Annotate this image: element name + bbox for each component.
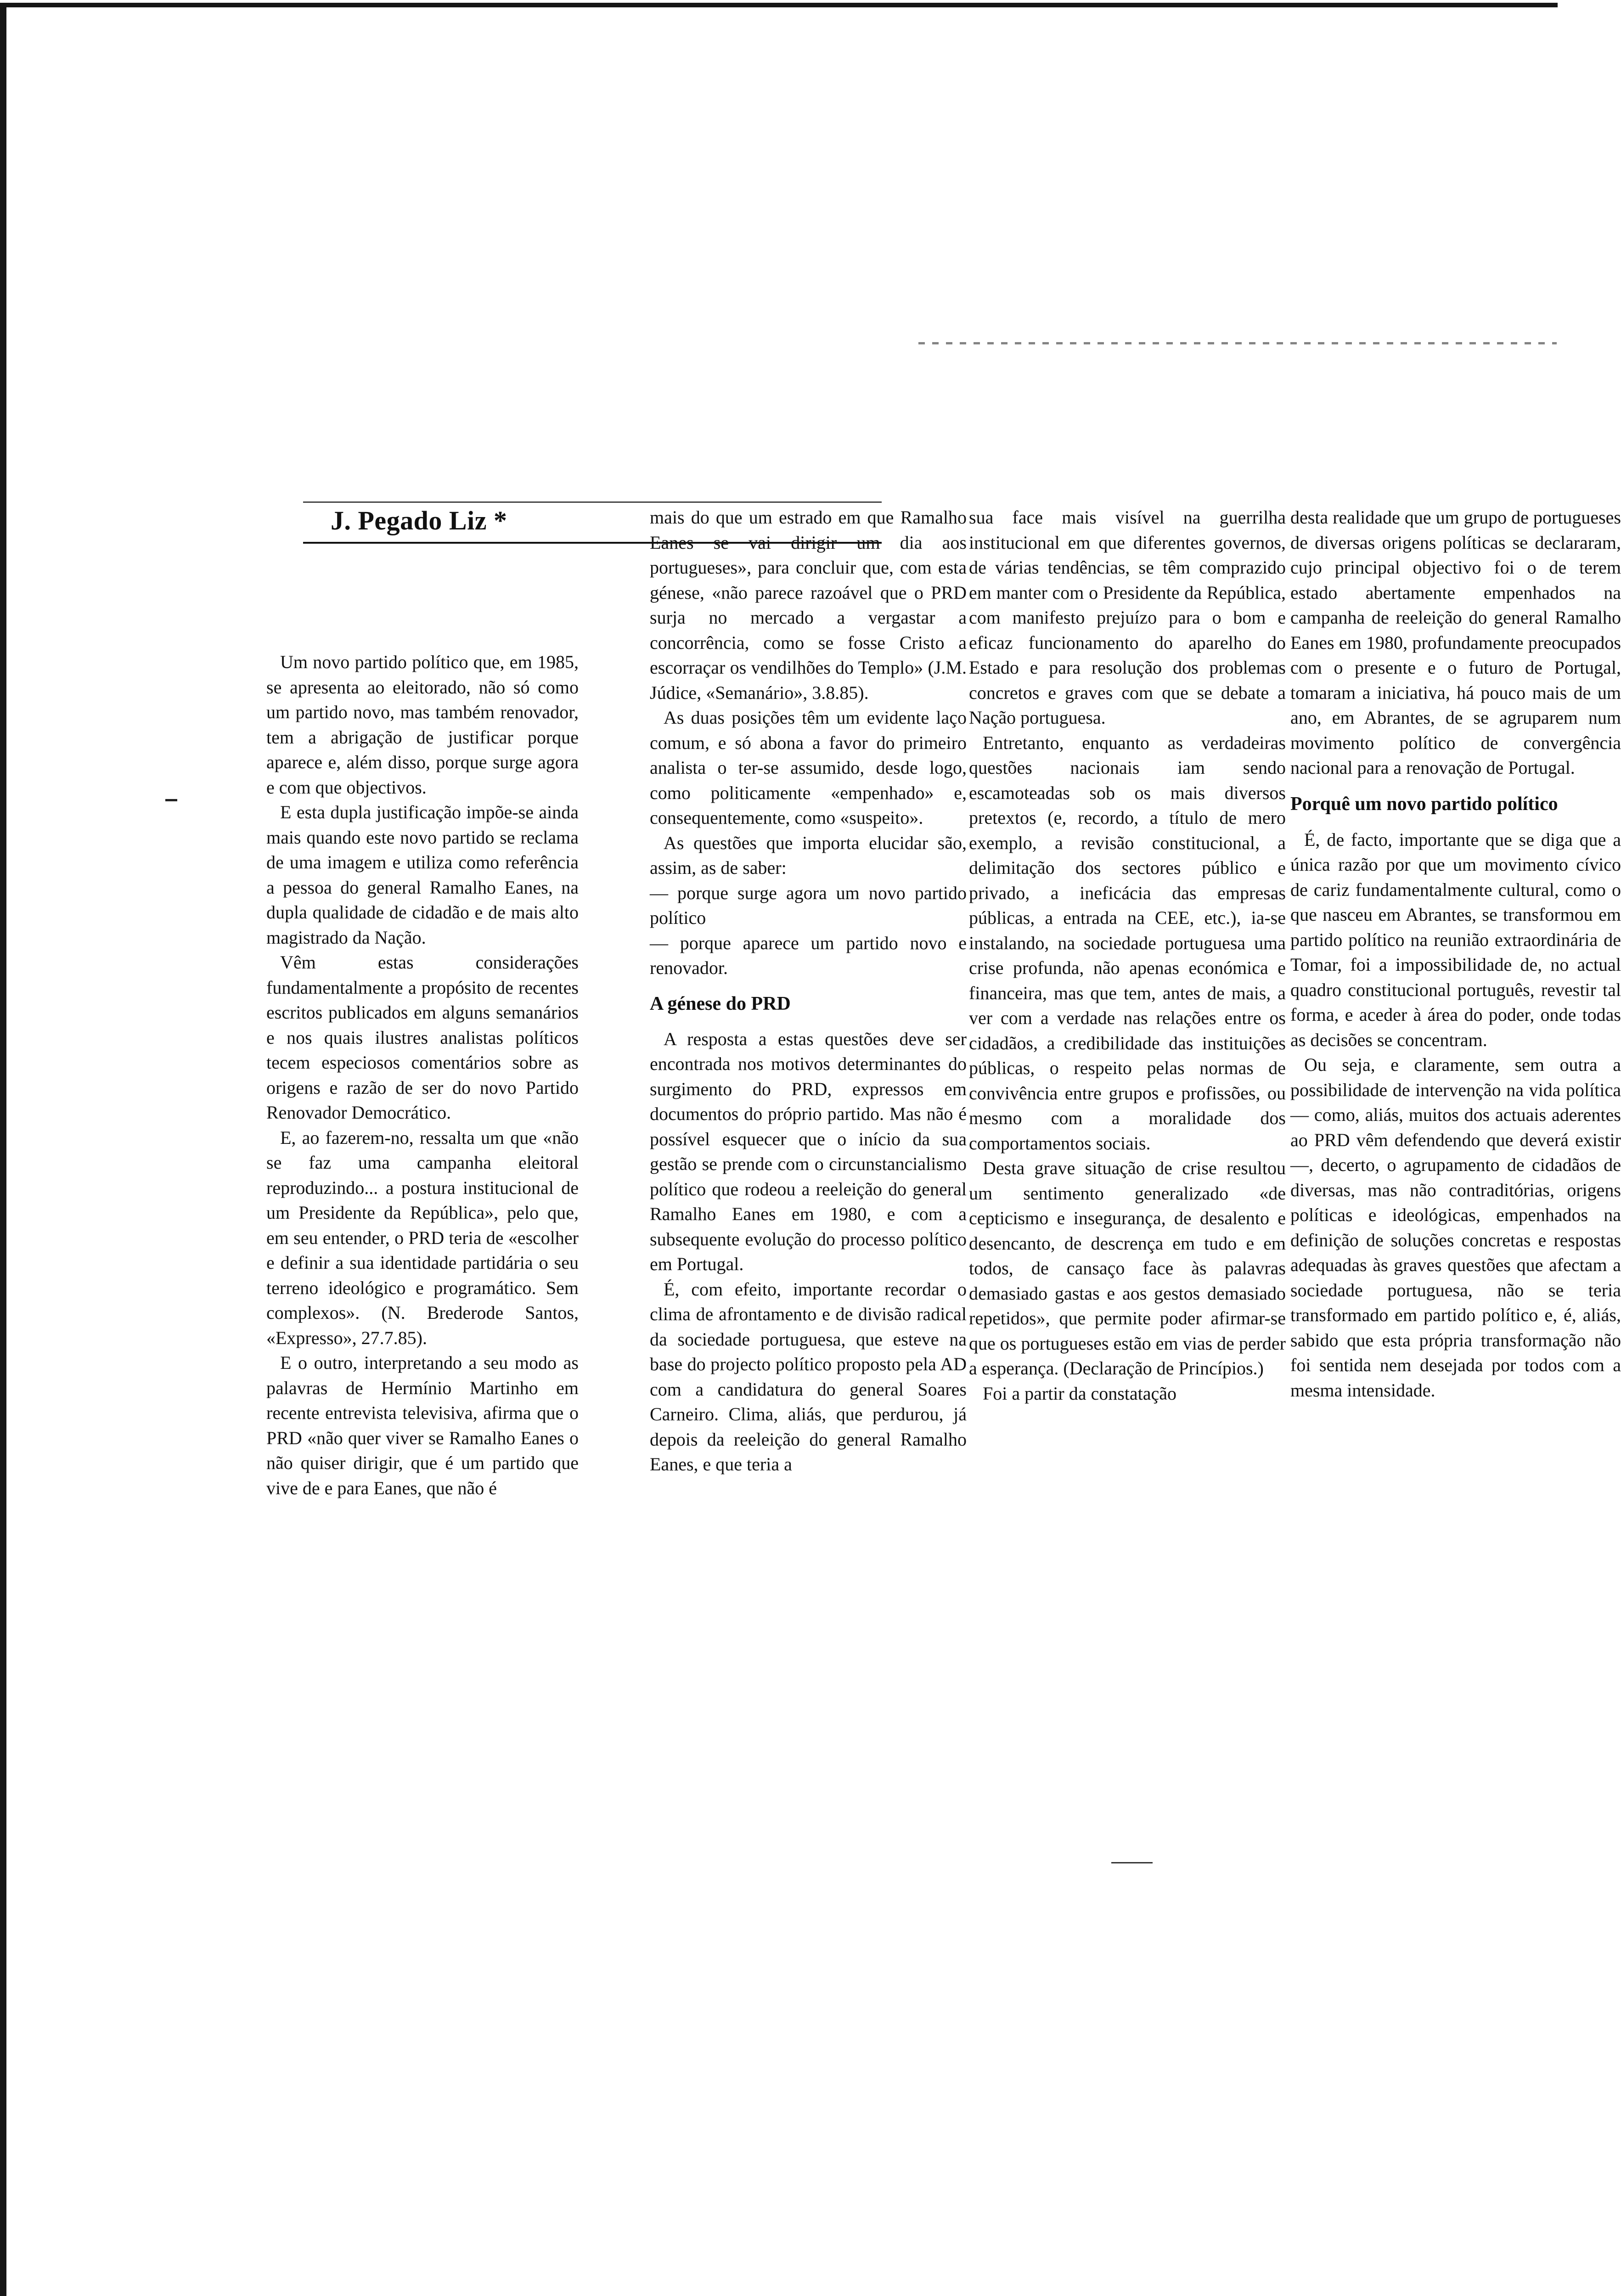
paragraph: Foi a partir da constatação — [983, 1383, 1177, 1404]
article-column-4 — [1290, 505, 1621, 1883]
paragraph: — porque surge agora um novo partido político — [650, 882, 967, 928]
section-heading: A génese do PRD — [650, 993, 791, 1014]
paragraph: desta realidade que um grupo de portugueses de diversas origens políticas se declararam, cujo principal objectivo foi o de terem estado abertamente empenhados na campanha de reeleição do general Ramalho Eanes em 1980, profundamente preocupados com o presente e o futuro de Portugal, tomaram a iniciativa, há pouco mais de um ano, em Abrantes, de se agruparem num movimento político de convergência nacional para a renovação de Portugal. — [1290, 507, 1621, 778]
paragraph: E, ao fazerem-no, ressalta um que «não se faz uma campanha eleitoral reproduzindo... a postura institucional de um Presidente da República», pelo que, em seu entender, o PRD teria de «escolher e definir a sua identidade partidária o seu terreno ideológico e programático. Sem complexos». (N. Brederode Santos, «Expresso», 27.7.85). — [266, 1127, 579, 1348]
paragraph: E o outro, interpretando a seu modo as palavras de Hermínio Martinho em recente entrevista televisiva, afirma que o PRD «não quer viver se Ramalho Eanes o não quiser dirigir, que é um partido que vive de e para Eanes, que não é — [266, 1352, 579, 1498]
paragraph: mais do que um estrado em que Ramalho Eanes se vai dirigir um dia aos portugueses», para concluir que, com esta génese, «não parece razoável que o PRD surja no mercado a vergastar a concorrência, como se fosse Cristo a escorraçar os vendilhões do Templo» (J.M. Júdice, «Semanário», 3.8.85). — [650, 507, 967, 703]
paragraph: Entretanto, enquanto as verdadeiras questões nacionais iam sendo escamoteadas sob os mais diversos pretextos (e, recordo, a título de mero exemplo, a revisão constitucional, a delimitação dos sectores público e privado, a ineficácia das empresas públicas, a entrada na CEE, etc.), ia-se instalando, na sociedade portuguesa uma crise profunda, não apenas económica e financeira, mas que tem, antes de mais, a ver com a verdade nas relações entre os cidadãos, a credibilidade das instituições públicas, o respeito pelas normas de convivência entre grupos e profissões, ou mesmo com a moralidade dos comportamentos sociais. — [969, 732, 1286, 1154]
paragraph: Ou seja, e claramente, sem outra a possibilidade de intervenção na vida política — como, aliás, muitos dos actuais aderentes ao PRD vêm defendendo que deverá existir —, decerto, o agrupamento de cidadãos de diversas, mas não contraditórias, origens políticas e ideológicas, empenhados na definição de soluções concretas e respostas adequadas às graves questões que afectam a sociedade portuguesa, não se teria transformado em partido político e, é, aliás, sabido que esta própria transformação não foi sentida nem desejada por todos com a mesma intensidade. — [1290, 1054, 1621, 1401]
paragraph: A resposta a estas questões deve ser encontrada nos motivos determinantes do surgimento do PRD, expressos em documentos do próprio partido. Mas não é possível esquecer que o início da sua gestão se prende com o circunstancialismo político que rodeou a reeleição do general Ramalho Eanes em 1980, e com a subsequente evolução do processo político em Portugal. — [650, 1028, 967, 1274]
paragraph: Um novo partido político que, em 1985, se apresenta ao eleitorado, não só como um partido novo, mas também renovador, tem a abrigação de justificar porque aparece e, além disso, porque surge agora e com que objectivos. — [266, 652, 579, 798]
byline-rule-top — [303, 501, 882, 503]
paragraph: Desta grave situação de crise resultou um sentimento generalizado «de cepticismo e insegurança, de desalento e desencanto, de descrença em tudo e em todos, de cansaço face às palavras demasiado gastas e aos gestos demasiado repetidos», que permite poder afirmar-se que os portugueses estão em vias de perder a esperança. (Declaração de Princípios.) — [969, 1158, 1286, 1379]
scan-border-left — [0, 3, 6, 2296]
scan-border-top — [0, 3, 1558, 7]
newspaper-article — [257, 505, 1621, 1929]
end-rule — [1111, 1862, 1153, 1863]
article-column-3 — [969, 505, 1286, 1460]
article-column-1 — [266, 650, 579, 1568]
article-byline: J. Pegado Liz * — [331, 506, 507, 535]
paragraph: — porque aparece um partido novo e renovador. — [650, 932, 967, 978]
paragraph: sua face mais visível na guerrilha institucional em que diferentes governos, de várias tendências, se têm comprazido em manter com o Presidente da República, com manifesto prejuízo para o bom e eficaz funcionamento do aparelho do Estado e para resolução dos problemas concretos e graves com que se debate a Nação portuguesa. — [969, 507, 1286, 728]
paragraph: É, com efeito, importante recordar o clima de afrontamento e de divisão radical da sociedade portuguesa, que esteve na base do projecto político proposto pela AD com a candidatura do general Soares Carneiro. Clima, aliás, que perdurou, já depois da reeleição do general Ramalho Eanes, e que teria a — [650, 1278, 967, 1474]
scan-artifact-tick — [165, 799, 177, 801]
paragraph: As questões que importa elucidar são, assim, as de saber: — [650, 832, 967, 878]
section-heading: Porquê um novo partido político — [1290, 793, 1558, 815]
scan-smudge — [918, 342, 1557, 344]
paragraph: E esta dupla justificação impõe-se ainda mais quando este novo partido se reclama de uma imagem e utiliza como referência a pessoa do general Ramalho Eanes, na dupla qualidade de cidadão e de mais alto magistrado da Nação. — [266, 802, 579, 948]
paragraph: É, de facto, importante que se diga que a única razão por que um movimento cívico de cariz fundamentalmente cultural, como o que nasceu em Abrantes, se transformou em partido político na reunião extraordinária de Tomar, foi a impossibilidade de, no actual quadro constitucional português, revestir tal forma, e aceder à área do poder, onde todas as decisões se concentram. — [1290, 829, 1621, 1050]
paragraph: Vêm estas considerações fundamentalmente a propósito de recentes escritos publicados em alguns semanários e nos quais ilustres analistas políticos tecem especiosos comentários sobre as origens e razão de ser do novo Partido Renovador Democrático. — [266, 952, 579, 1123]
paragraph: As duas posições têm um evidente laço comum, e só abona a favor do primeiro analista o ter-se assumido, desde logo, como politicamente «empenhado» e, consequentemente, como «suspeito». — [650, 707, 967, 828]
article-column-2 — [650, 505, 967, 1474]
